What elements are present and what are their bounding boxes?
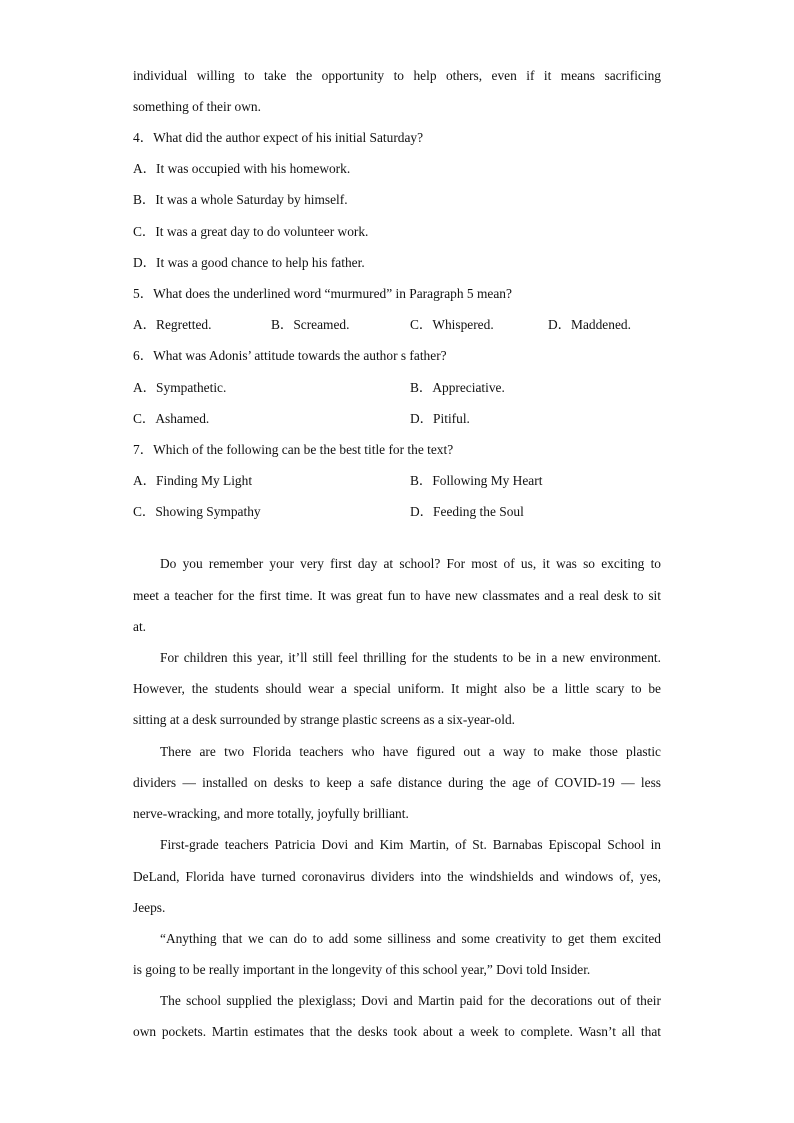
question-7-option-b[interactable]: B．Following My Heart [410, 473, 543, 488]
passage-line: However, the students should wear a special uniform. It might also be a little scary to be [133, 681, 661, 696]
question-6-option-b[interactable]: B．Appreciative. [410, 380, 505, 395]
passage-line: meet a teacher for the first time. It was great fun to have new classmates and a real desk to sit [133, 588, 661, 603]
question-6-option-c[interactable]: C．Ashamed. [133, 411, 210, 426]
question-4-stem: 4．What did the author expect of his initial Saturday? [133, 130, 424, 145]
passage-line: sitting at a desk surrounded by strange plastic screens as a six-year-old. [133, 712, 515, 727]
intro-line-2: something of their own. [133, 99, 261, 114]
question-6-option-d[interactable]: D．Pitiful. [410, 411, 470, 426]
passage-line: dividers — installed on desks to keep a safe distance during the age of COVID-19 — less [133, 775, 661, 790]
passage-line: nerve-wracking, and more totally, joyfully brilliant. [133, 806, 409, 821]
question-5-stem: 5．What does the underlined word “murmured” in Paragraph 5 mean? [133, 286, 512, 301]
question-7-option-a[interactable]: A．Finding My Light [133, 473, 253, 488]
passage-line: Jeeps. [133, 900, 166, 915]
question-5-option-b[interactable]: B．Screamed. [271, 317, 350, 332]
passage-line: First-grade teachers Patricia Dovi and Kim Martin, of St. Barnabas Episcopal School in [160, 837, 661, 852]
passage-line: DeLand, Florida have turned coronavirus dividers into the windshields and windows of, yes, [133, 869, 661, 884]
passage-line: at. [133, 619, 147, 634]
question-6-option-a[interactable]: A．Sympathetic. [133, 380, 227, 395]
passage-line: There are two Florida teachers who have figured out a way to make those plastic [160, 744, 661, 759]
passage-line: is going to be really important in the longevity of this school year,” Dovi told Insider. [133, 962, 591, 977]
question-4-option-c[interactable]: C．It was a great day to do volunteer work. [133, 224, 369, 239]
question-4-option-b[interactable]: B．It was a whole Saturday by himself. [133, 192, 348, 207]
question-5-option-d[interactable]: D．Maddened. [548, 317, 631, 332]
question-5-option-c[interactable]: C．Whispered. [410, 317, 494, 332]
question-4-option-d[interactable]: D．It was a good chance to help his father. [133, 255, 365, 270]
passage-line: The school supplied the plexiglass; Dovi and Martin paid for the decorations out of their [160, 993, 661, 1008]
passage-line: Do you remember your very first day at school? For most of us, it was so exciting to [160, 556, 661, 571]
passage-line: For children this year, it’ll still feel thrilling for the students to be in a new environment. [160, 650, 661, 665]
question-7-option-c[interactable]: C．Showing Sympathy [133, 504, 261, 519]
question-6-stem: 6．What was Adonis’ attitude towards the author s father? [133, 348, 447, 363]
intro-line-1: individual willing to take the opportunity to help others, even if it means sacrificing [133, 68, 661, 83]
question-4-option-a[interactable]: A．It was occupied with his homework. [133, 161, 351, 176]
passage-line: “Anything that we can do to add some silliness and some creativity to get them excited [160, 931, 661, 946]
passage-line: own pockets. Martin estimates that the desks took about a week to complete. Wasn’t all that [133, 1024, 661, 1039]
question-7-option-d[interactable]: D．Feeding the Soul [410, 504, 524, 519]
question-5-option-a[interactable]: A．Regretted. [133, 317, 212, 332]
question-7-stem: 7．Which of the following can be the best title for the text? [133, 442, 454, 457]
